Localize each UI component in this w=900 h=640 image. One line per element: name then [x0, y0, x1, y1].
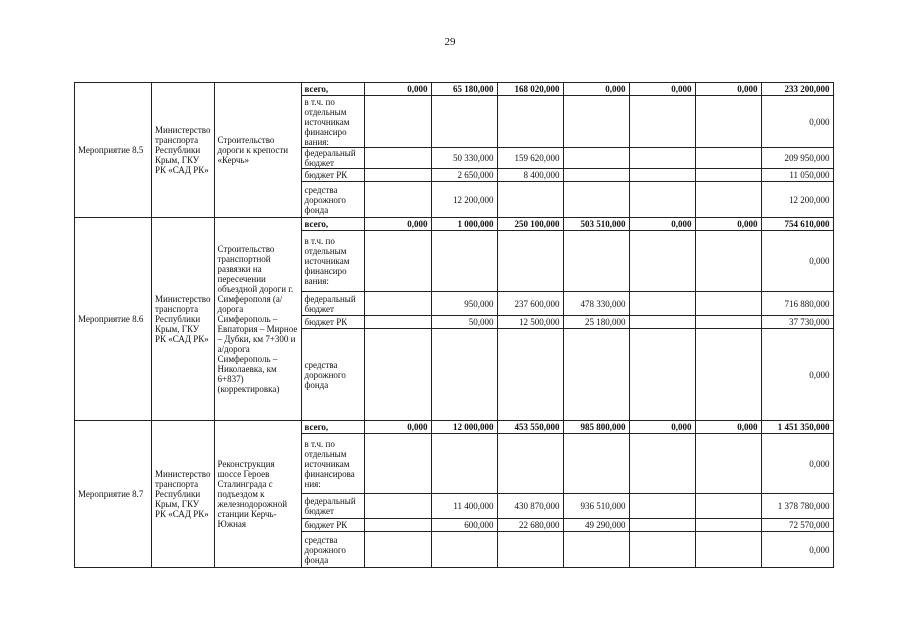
source-cell: средства дорожного фонда [301, 532, 364, 568]
source-cell: бюджет РК [301, 169, 364, 182]
value-cell [695, 148, 761, 169]
value-cell [364, 494, 431, 519]
value-cell: 503 510,000 [563, 218, 629, 231]
value-cell [364, 316, 431, 329]
value-cell [629, 231, 695, 292]
value-cell: 0,000 [364, 83, 431, 96]
value-cell: 0,000 [695, 421, 761, 434]
value-cell: 237 600,000 [497, 292, 563, 316]
value-cell: 72 570,000 [761, 519, 833, 532]
source-cell: средства дорожного фонда [301, 182, 364, 218]
value-cell: 0,000 [563, 83, 629, 96]
value-cell [563, 96, 629, 148]
value-cell: 159 620,000 [497, 148, 563, 169]
description-cell: Строительство транспортной развязки на пересечении объездной дороги г. Симферополя (а/дорога Симферополь – Евпатория – Мирное – Дубки, км 7+300 и а/дорога Симферополь – Николаевка, км 6+837) (корректировка) [214, 218, 301, 421]
value-cell [364, 231, 431, 292]
value-cell [431, 532, 497, 568]
value-cell: 8 400,000 [497, 169, 563, 182]
value-cell [629, 292, 695, 316]
value-cell [364, 519, 431, 532]
value-cell [563, 148, 629, 169]
source-cell: в т.ч. по отдельным источникам финансиро вания: [301, 231, 364, 292]
source-cell: всего, [301, 83, 364, 96]
value-cell: 716 880,000 [761, 292, 833, 316]
value-cell [497, 532, 563, 568]
table-row [75, 421, 834, 434]
value-cell [629, 494, 695, 519]
value-cell [563, 532, 629, 568]
source-cell: всего, [301, 421, 364, 434]
value-cell: 0,000 [364, 421, 431, 434]
value-cell [364, 148, 431, 169]
value-cell [695, 231, 761, 292]
value-cell [695, 434, 761, 494]
value-cell: 0,000 [761, 96, 833, 148]
value-cell: 22 680,000 [497, 519, 563, 532]
value-cell [629, 329, 695, 421]
source-cell: средства дорожного фонда [301, 329, 364, 421]
value-cell: 2 650,000 [431, 169, 497, 182]
value-cell: 37 730,000 [761, 316, 833, 329]
source-cell: в т.ч. по отдельным источникам финансиро вания: [301, 96, 364, 148]
value-cell [431, 434, 497, 494]
value-cell [629, 148, 695, 169]
value-cell [695, 494, 761, 519]
value-cell [695, 519, 761, 532]
executor-cell: Министерство транспорта Республики Крым, ГКУ РК «САД РК» [152, 218, 215, 421]
value-cell: 0,000 [695, 218, 761, 231]
value-cell [563, 182, 629, 218]
value-cell [497, 96, 563, 148]
value-cell: 1 378 780,000 [761, 494, 833, 519]
value-cell: 0,000 [695, 83, 761, 96]
value-cell: 0,000 [364, 218, 431, 231]
value-cell: 0,000 [629, 218, 695, 231]
source-cell: бюджет РК [301, 519, 364, 532]
value-cell [629, 96, 695, 148]
source-cell: федеральный бюджет [301, 292, 364, 316]
value-cell: 478 330,000 [563, 292, 629, 316]
value-cell: 950,000 [431, 292, 497, 316]
value-cell [364, 182, 431, 218]
budget-table-body [75, 83, 834, 568]
description-cell: Строительство дороги к крепости «Керчь» [214, 83, 301, 218]
source-cell: всего, [301, 218, 364, 231]
value-cell: 11 050,000 [761, 169, 833, 182]
value-cell [431, 96, 497, 148]
value-cell [563, 434, 629, 494]
value-cell: 0,000 [761, 329, 833, 421]
executor-cell: Министерство транспорта Республики Крым, ГКУ РК «САД РК» [152, 83, 215, 218]
value-cell: 0,000 [761, 434, 833, 494]
value-cell [629, 169, 695, 182]
value-cell: 1 000,000 [431, 218, 497, 231]
value-cell: 49 290,000 [563, 519, 629, 532]
value-cell [695, 96, 761, 148]
value-cell [364, 96, 431, 148]
value-cell [431, 329, 497, 421]
value-cell [563, 329, 629, 421]
value-cell: 600,000 [431, 519, 497, 532]
value-cell: 0,000 [629, 421, 695, 434]
value-cell: 50,000 [431, 316, 497, 329]
source-cell: федеральный бюджет [301, 494, 364, 519]
value-cell: 985 800,000 [563, 421, 629, 434]
value-cell [364, 169, 431, 182]
value-cell [695, 292, 761, 316]
value-cell [563, 231, 629, 292]
value-cell: 209 950,000 [761, 148, 833, 169]
value-cell [497, 434, 563, 494]
value-cell: 1 451 350,000 [761, 421, 833, 434]
value-cell [364, 292, 431, 316]
value-cell [629, 316, 695, 329]
value-cell: 453 550,000 [497, 421, 563, 434]
executor-cell: Министерство транспорта Республики Крым, ГКУ РК «САД РК» [152, 421, 215, 568]
source-cell: федеральный бюджет [301, 148, 364, 169]
table-row [75, 218, 834, 231]
value-cell: 0,000 [629, 83, 695, 96]
value-cell [629, 434, 695, 494]
source-cell: в т.ч. по отдельным источникам финансирова ния: [301, 434, 364, 494]
value-cell [695, 182, 761, 218]
value-cell: 0,000 [761, 532, 833, 568]
value-cell [629, 519, 695, 532]
event-cell: Мероприятие 8.6 [75, 218, 152, 421]
table-row [75, 83, 834, 96]
value-cell: 168 020,000 [497, 83, 563, 96]
event-cell: Мероприятие 8.7 [75, 421, 152, 568]
page-number: 29 [444, 36, 456, 48]
value-cell: 12 200,000 [431, 182, 497, 218]
value-cell [497, 329, 563, 421]
value-cell: 0,000 [761, 231, 833, 292]
value-cell: 250 100,000 [497, 218, 563, 231]
value-cell: 25 180,000 [563, 316, 629, 329]
value-cell [695, 329, 761, 421]
value-cell: 11 400,000 [431, 494, 497, 519]
value-cell: 50 330,000 [431, 148, 497, 169]
value-cell [497, 182, 563, 218]
value-cell [695, 532, 761, 568]
event-cell: Мероприятие 8.5 [75, 83, 152, 218]
value-cell [695, 169, 761, 182]
value-cell: 12 200,000 [761, 182, 833, 218]
value-cell: 936 510,000 [563, 494, 629, 519]
value-cell: 754 610,000 [761, 218, 833, 231]
value-cell [695, 316, 761, 329]
source-cell: бюджет РК [301, 316, 364, 329]
value-cell [629, 532, 695, 568]
value-cell: 233 200,000 [761, 83, 833, 96]
value-cell: 12 000,000 [431, 421, 497, 434]
value-cell [364, 434, 431, 494]
value-cell [364, 329, 431, 421]
value-cell: 430 870,000 [497, 494, 563, 519]
value-cell [629, 182, 695, 218]
value-cell [497, 231, 563, 292]
value-cell [364, 532, 431, 568]
value-cell [563, 169, 629, 182]
description-cell: Реконструкция шоссе Героев Сталинграда с подъездом к железнодорожной станции Керчь-Южная [214, 421, 301, 568]
value-cell: 12 500,000 [497, 316, 563, 329]
value-cell [431, 231, 497, 292]
budget-table [74, 82, 834, 568]
value-cell: 65 180,000 [431, 83, 497, 96]
